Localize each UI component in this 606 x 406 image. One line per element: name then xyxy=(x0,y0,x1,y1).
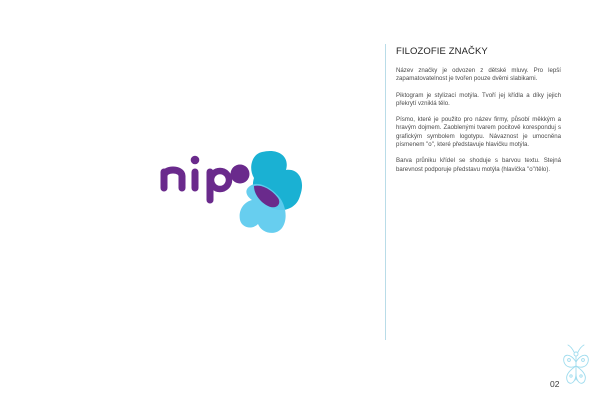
page-number: 02 xyxy=(550,379,560,389)
nipo-logo xyxy=(158,148,308,236)
butterfly-doodle-icon xyxy=(560,342,592,388)
paragraph-name-origin: Název značky je odvozen z dětské mluvy. Pro lepší zapamatovatelnost je tvořen pouze dvěmi slabikami. xyxy=(396,67,561,83)
vertical-divider xyxy=(385,44,386,340)
philosophy-column xyxy=(396,46,561,182)
paragraph-colors: Barva průniku křídel se shoduje s barvou textu. Stejná barevnost podporuje představu motýla (hlavička "o"/tělo). xyxy=(396,157,561,173)
paragraph-pictogram: Piktogram je stylizací motýla. Tvoří jej křídla a díky jejich překrytí vzniklá tělo. xyxy=(396,91,561,107)
section-heading: FILOZOFIE ZNAČKY xyxy=(396,46,488,57)
nipo-logo-graphic xyxy=(158,148,308,236)
paragraph-typeface: Písmo, které je použito pro název firmy, působí měkkým a hravým dojmem. Zaoblenými tvarem pocitově koresponduj s grafickým symbolem logotypu. Návaznost je umocněna písmenem "o", které představuje hlavičku motýla. xyxy=(396,116,561,149)
wordmark-nip xyxy=(164,170,229,200)
